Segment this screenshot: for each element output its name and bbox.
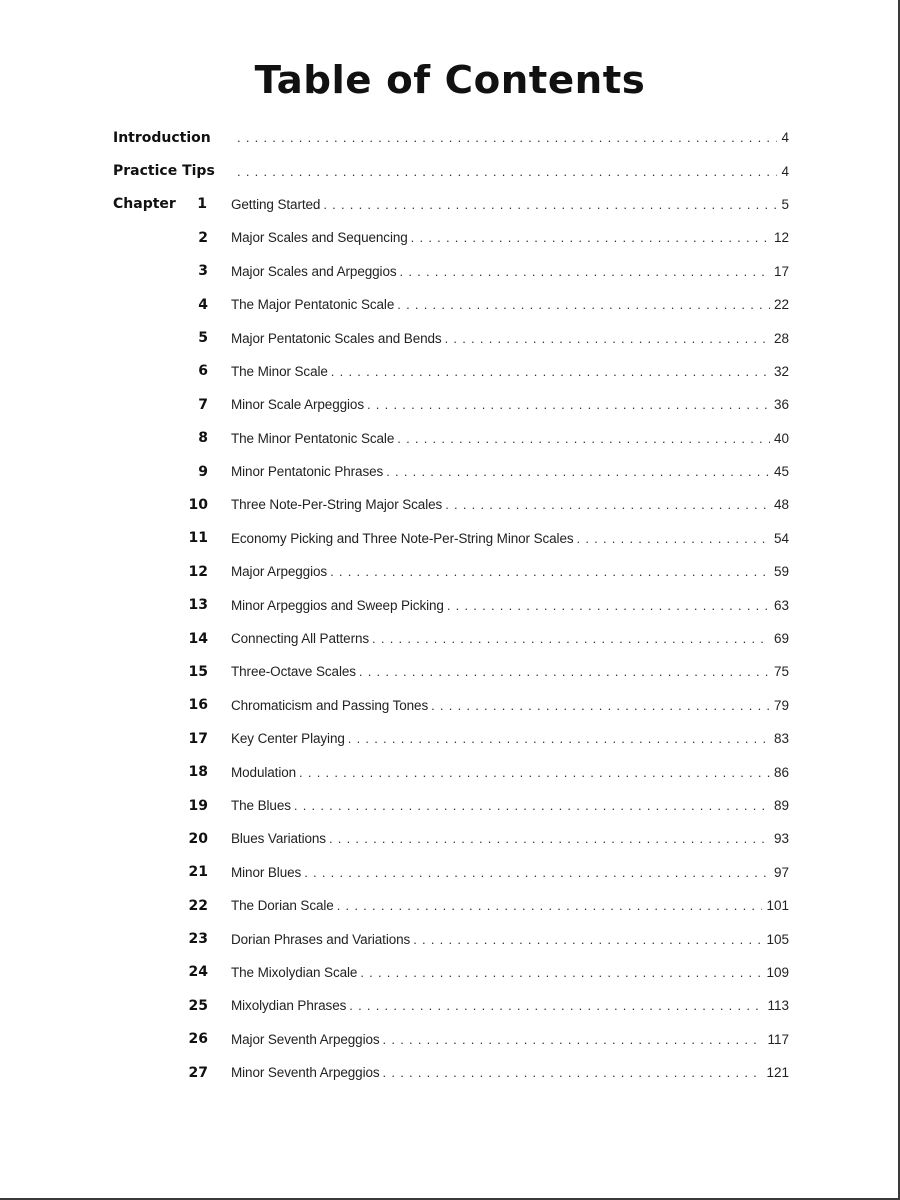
entry-label-column: [113, 864, 231, 880]
toc-chapter-entry: [113, 221, 789, 254]
chapter-title: The Dorian Scale: [231, 898, 334, 914]
toc-chapter-entry: [113, 422, 789, 455]
chapter-title: The Minor Pentatonic Scale: [231, 430, 395, 446]
page-number: 45: [773, 464, 789, 480]
dot-leader: [400, 264, 770, 279]
entry-title-column: [231, 898, 789, 913]
dot-leader: [431, 698, 770, 713]
toc-chapter-entry: [113, 188, 789, 221]
entry-label-column: [113, 998, 231, 1014]
page-number: 17: [773, 263, 789, 279]
entry-title-column: [231, 698, 789, 713]
page-number: 4: [781, 163, 789, 179]
entry-title-column: [231, 598, 789, 613]
entry-label-column: [113, 731, 231, 747]
toc-chapter-entry: [113, 1023, 789, 1056]
chapter-number: 21: [188, 864, 208, 881]
entry-label-column: [113, 597, 231, 613]
entry-label-column: [113, 1065, 231, 1081]
toc-chapter-entry: [113, 288, 789, 321]
dot-leader: [577, 531, 770, 546]
chapter-number: 27: [188, 1064, 208, 1081]
table-of-contents: [113, 121, 789, 1089]
chapter-number: 26: [188, 1031, 208, 1048]
entry-label-column: [113, 330, 231, 346]
entry-label-column: [113, 196, 231, 212]
dot-leader: [294, 798, 770, 813]
entry-label-column: [113, 697, 231, 713]
toc-chapter-entry: [113, 488, 789, 521]
dot-leader: [349, 998, 763, 1013]
entry-label-column: [113, 931, 231, 947]
entry-title-column: [234, 130, 789, 145]
chapter-number: 9: [198, 463, 208, 480]
chapter-title: Key Center Playing: [231, 731, 345, 747]
page-number: 59: [773, 564, 789, 580]
toc-chapter-entry: [113, 1056, 789, 1089]
chapter-title: The Major Pentatonic Scale: [231, 297, 395, 313]
toc-chapter-entry: [113, 555, 789, 588]
chapter-title: Minor Seventh Arpeggios: [231, 1065, 380, 1081]
dot-leader: [372, 631, 770, 646]
page-number: 97: [773, 864, 789, 880]
chapter-title: Major Scales and Arpeggios: [231, 263, 397, 279]
dot-leader: [397, 431, 770, 446]
chapter-title: Modulation: [231, 764, 297, 780]
chapter-title: Connecting All Patterns: [231, 631, 370, 647]
entry-label-column: [113, 664, 231, 680]
entry-label-column: [113, 964, 231, 980]
page-title: Table of Contents: [254, 58, 646, 102]
chapter-title: Getting Started: [231, 196, 321, 212]
entry-label-column: [113, 1031, 231, 1047]
chapter-number: 2: [198, 229, 208, 246]
page-number: 36: [773, 397, 789, 413]
dot-leader: [447, 598, 770, 613]
entry-title-column: [231, 397, 789, 412]
entry-title-column: [231, 230, 789, 245]
page-number: 105: [766, 931, 789, 947]
entry-title-column: [231, 798, 789, 813]
chapter-title: Minor Arpeggios and Sweep Picking: [231, 597, 444, 613]
toc-section-entry: [113, 121, 789, 154]
toc-chapter-entry: [113, 455, 789, 488]
toc-chapter-entry: [113, 522, 789, 555]
page-number: 79: [773, 697, 789, 713]
toc-chapter-entry: [113, 789, 789, 822]
chapter-title: Minor Scale Arpeggios: [231, 397, 364, 413]
chapter-number: 24: [188, 964, 208, 981]
chapter-number: 23: [188, 931, 208, 948]
entry-title-column: [231, 731, 789, 746]
chapter-number: 6: [198, 363, 208, 380]
dot-leader: [367, 397, 770, 412]
page-number: 89: [773, 798, 789, 813]
entry-label-column: [113, 464, 231, 480]
dot-leader: [359, 664, 770, 679]
chapter-title: Three-Octave Scales: [231, 664, 356, 680]
chapter-title: Minor Pentatonic Phrases: [231, 464, 384, 480]
toc-chapter-entry: [113, 922, 789, 955]
chapter-word: Chapter: [113, 196, 176, 213]
chapter-number: 5: [198, 330, 208, 347]
entry-title-column: [231, 932, 789, 947]
page-number: 109: [766, 964, 789, 980]
dot-leader: [237, 130, 777, 145]
entry-label-column: [113, 631, 231, 647]
page-number: 4: [781, 130, 789, 146]
chapter-number: 25: [188, 997, 208, 1014]
entry-label-column: [113, 831, 231, 847]
entry-title-column: [231, 831, 789, 846]
entry-title-column: [231, 631, 789, 646]
page-number: 48: [773, 497, 789, 513]
page-number: 75: [773, 664, 789, 680]
toc-chapter-entry: [113, 689, 789, 722]
chapter-number: 19: [188, 797, 208, 814]
entry-label-column: [113, 297, 231, 313]
chapter-title: Major Seventh Arpeggios: [231, 1031, 380, 1047]
chapter-number: 22: [188, 897, 208, 914]
page-number: 40: [773, 430, 789, 446]
toc-chapter-entry: [113, 822, 789, 855]
dot-leader: [411, 230, 770, 245]
toc-section-entry: [113, 154, 789, 187]
chapter-title: Dorian Phrases and Variations: [231, 931, 411, 947]
chapter-number: 14: [188, 630, 208, 647]
entry-label-column: [113, 130, 234, 146]
chapter-title: Blues Variations: [231, 831, 326, 847]
entry-title-column: [231, 297, 789, 312]
chapter-number: 12: [188, 563, 208, 580]
page-number: 54: [773, 530, 789, 546]
chapter-number: 17: [188, 730, 208, 747]
page-number: 113: [767, 998, 789, 1014]
entry-title-column: [231, 965, 789, 980]
toc-chapter-entry: [113, 588, 789, 621]
entry-title-column: [231, 1065, 789, 1080]
chapter-title: Minor Blues: [231, 864, 302, 880]
dot-leader: [329, 831, 770, 846]
toc-chapter-entry: [113, 722, 789, 755]
entry-title-column: [231, 1032, 789, 1047]
dot-leader: [348, 731, 770, 746]
chapter-title: The Blues: [231, 798, 291, 813]
chapter-title: Major Scales and Sequencing: [231, 230, 408, 246]
chapter-title: Economy Picking and Three Note-Per-String Minor Scales: [231, 530, 574, 546]
entry-title-column: [231, 431, 789, 446]
entry-title-column: [234, 164, 789, 179]
chapter-number: 13: [188, 597, 208, 614]
page-number: 69: [773, 631, 789, 647]
entry-label-column: [113, 497, 231, 513]
page-number: 32: [773, 363, 789, 379]
chapter-number: 11: [188, 530, 208, 547]
entry-title-column: [231, 531, 789, 546]
chapter-number: 1: [197, 196, 207, 213]
dot-leader: [304, 865, 770, 880]
entry-title-column: [231, 464, 789, 479]
toc-chapter-entry: [113, 889, 789, 922]
entry-label-column: [113, 430, 231, 446]
toc-chapter-entry: [113, 755, 789, 788]
chapter-title: The Mixolydian Scale: [231, 964, 358, 980]
toc-chapter-entry: [113, 956, 789, 989]
chapter-number: 20: [188, 830, 208, 847]
page-number: 83: [773, 731, 789, 747]
toc-chapter-entry: [113, 655, 789, 688]
chapter-title: Mixolydian Phrases: [231, 998, 347, 1014]
page-number: 22: [773, 297, 789, 313]
chapter-title: Major Arpeggios: [231, 564, 328, 580]
dot-leader: [386, 464, 770, 479]
dot-leader: [360, 965, 762, 980]
chapter-number: 7: [198, 396, 208, 413]
page-number: 63: [773, 597, 789, 613]
entry-title-column: [231, 264, 789, 279]
entry-title-column: [231, 765, 789, 780]
entry-label-column: [113, 230, 231, 246]
entry-title-column: [231, 865, 789, 880]
dot-leader: [337, 898, 763, 913]
entry-label-column: [113, 263, 231, 279]
chapter-title: Three Note-Per-String Major Scales: [231, 497, 443, 513]
dot-leader: [445, 497, 770, 512]
entry-label-column: [113, 397, 231, 413]
entry-label-column: [113, 798, 231, 814]
page-number: 12: [773, 230, 789, 246]
dot-leader: [383, 1032, 764, 1047]
chapter-number: 4: [198, 296, 208, 313]
chapter-number: 16: [188, 697, 208, 714]
dot-leader: [331, 364, 770, 379]
toc-chapter-entry: [113, 989, 789, 1022]
toc-chapter-entry: [113, 321, 789, 354]
dot-leader: [445, 331, 770, 346]
chapter-number: 10: [188, 496, 208, 513]
entry-label-column: [113, 530, 231, 546]
chapter-title: The Minor Scale: [231, 363, 328, 379]
chapter-number: 18: [188, 764, 208, 781]
dot-leader: [330, 564, 770, 579]
toc-chapter-entry: [113, 255, 789, 288]
chapter-title: Chromaticism and Passing Tones: [231, 697, 429, 713]
dot-leader: [323, 197, 777, 212]
page-number: 93: [773, 831, 789, 847]
entry-title-column: [231, 664, 789, 679]
chapter-number: 3: [198, 263, 208, 280]
entry-label-column: [113, 764, 231, 780]
dot-leader: [383, 1065, 763, 1080]
toc-chapter-entry: [113, 622, 789, 655]
chapter-number: 15: [188, 663, 208, 680]
page-number: 101: [766, 898, 789, 914]
entry-title-column: [231, 998, 789, 1013]
chapter-number: 8: [198, 430, 208, 447]
toc-chapter-entry: [113, 856, 789, 889]
dot-leader: [237, 164, 777, 179]
page-number: 28: [773, 330, 789, 346]
section-label: Practice Tips: [113, 163, 215, 180]
dot-leader: [413, 932, 762, 947]
entry-label-column: [113, 363, 231, 379]
page-number: 86: [773, 764, 789, 780]
entry-label-column: [113, 898, 231, 914]
entry-title-column: [231, 564, 789, 579]
entry-title-column: [231, 331, 789, 346]
page-number: 117: [767, 1031, 789, 1047]
toc-chapter-entry: [113, 355, 789, 388]
dot-leader: [397, 297, 770, 312]
toc-chapter-entry: [113, 388, 789, 421]
entry-label-column: [113, 564, 231, 580]
entry-title-column: [231, 364, 789, 379]
entry-title-column: [231, 197, 789, 212]
entry-title-column: [231, 497, 789, 512]
entry-label-column: [113, 163, 234, 179]
dot-leader: [299, 765, 770, 780]
page-number: 121: [766, 1065, 789, 1081]
chapter-title: Major Pentatonic Scales and Bends: [231, 330, 442, 346]
section-label: Introduction: [113, 129, 211, 146]
page-number: 5: [781, 196, 789, 212]
